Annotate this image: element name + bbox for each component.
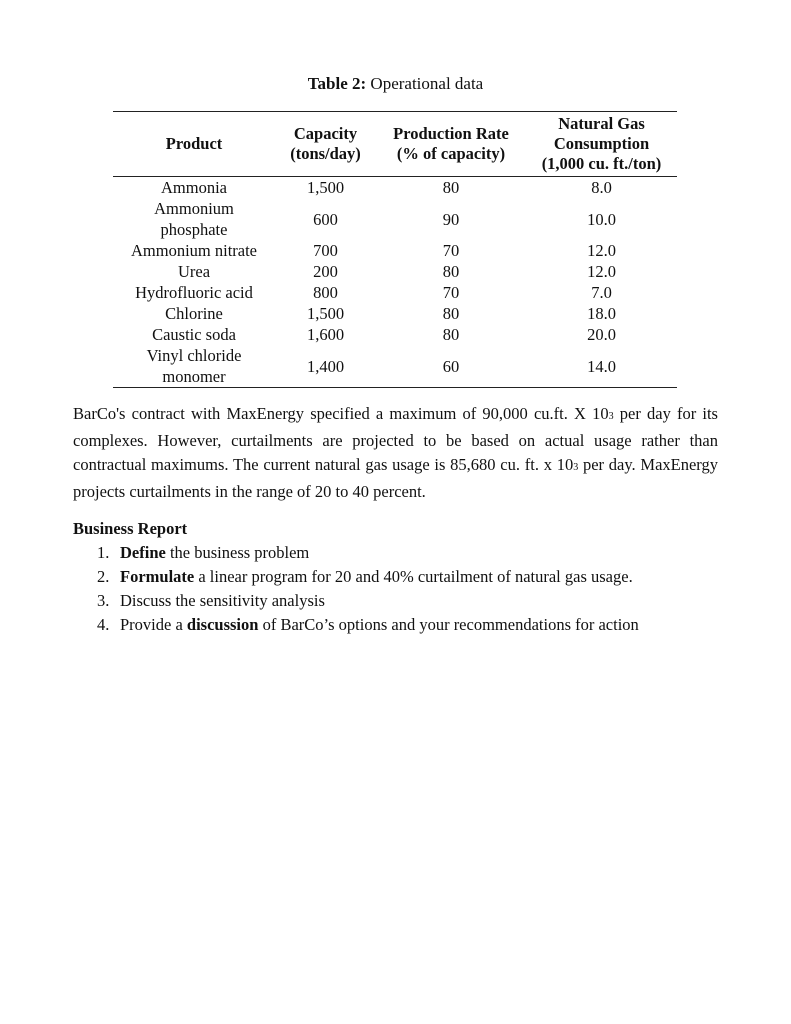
cell-capacity: 1,600	[306, 325, 345, 344]
table-row	[113, 282, 677, 303]
table-row	[113, 345, 677, 388]
list-item: 3. Discuss the sensitivity analysis	[97, 591, 325, 610]
table-row	[113, 198, 677, 240]
cell-gas: 8.0	[591, 178, 612, 197]
cell-product: Ammonium nitrate	[130, 241, 258, 260]
cell-rate: 80	[442, 178, 460, 197]
table-row	[113, 303, 677, 324]
cell-product: Chlorine	[165, 304, 223, 323]
cell-gas: 14.0	[587, 356, 616, 376]
cell-rate: 80	[442, 304, 460, 323]
cell-product: Ammonia	[161, 178, 227, 197]
superscript-exponent: 3	[608, 411, 614, 422]
header-capacity: Capacity (tons/day)	[275, 112, 376, 177]
header-natural-gas: Natural Gas Consumption (1,000 cu. ft./ton)	[526, 112, 677, 177]
cell-rate: 70	[442, 283, 460, 302]
cell-product: Hydrofluoric acid	[135, 283, 253, 302]
list-item: 2. Formulate a linear program for 20 and 40% curtailment of natural gas usage.	[97, 567, 633, 586]
cell-capacity: 1,500	[306, 304, 345, 323]
operational-data-table	[113, 111, 677, 388]
cell-product: Caustic soda	[152, 325, 236, 344]
caption-label: Table 2:	[307, 74, 367, 93]
table-row	[113, 177, 677, 199]
header-production-rate: Production Rate (% of capacity)	[376, 112, 526, 177]
cell-capacity: 800	[313, 283, 338, 302]
cell-capacity: 200	[313, 262, 338, 281]
cell-rate: 80	[442, 325, 460, 344]
table-row	[113, 324, 677, 345]
contract-paragraph: BarCo's contract with MaxEnergy specified a maximum of 90,000 cu.ft. X 103 per day for its complexes. However, curtailments are projected to be based on actual usage rather than contractual maximums. The current natural gas usage is 85,680 cu. ft. x 103 per day. MaxEnergy projects curtailments in the range of 20 to 40 percent.	[73, 404, 718, 501]
table-header-row	[113, 112, 677, 177]
cell-gas: 18.0	[587, 304, 616, 323]
cell-capacity: 1,400	[306, 356, 345, 376]
cell-rate: 80	[442, 262, 460, 281]
cell-gas: 12.0	[587, 262, 616, 281]
cell-capacity: 700	[313, 241, 338, 260]
superscript-exponent: 3	[573, 462, 579, 473]
business-report-heading: Business Report	[73, 519, 188, 538]
list-item: 4. Provide a discussion of BarCo’s options and your recommendations for action	[97, 615, 639, 634]
business-report-list	[73, 541, 639, 637]
cell-product: Urea	[177, 262, 211, 281]
cell-capacity: 600	[313, 209, 338, 229]
cell-gas: 7.0	[591, 283, 612, 302]
cell-product: Ammonium phosphate	[154, 199, 234, 239]
table-row	[113, 240, 677, 261]
table-caption	[0, 74, 791, 94]
cell-gas: 10.0	[587, 209, 616, 229]
cell-capacity: 1,500	[306, 178, 345, 197]
header-product: Product	[113, 112, 275, 177]
table-row	[113, 261, 677, 282]
cell-rate: 90	[442, 209, 460, 229]
cell-rate: 70	[442, 241, 460, 260]
cell-gas: 20.0	[587, 325, 616, 344]
cell-rate: 60	[442, 356, 460, 376]
cell-product: Vinyl chloride monomer	[146, 346, 242, 386]
caption-text: Operational data	[366, 74, 484, 93]
list-item: 1. Define the business problem	[97, 543, 310, 562]
cell-gas: 12.0	[587, 241, 616, 260]
